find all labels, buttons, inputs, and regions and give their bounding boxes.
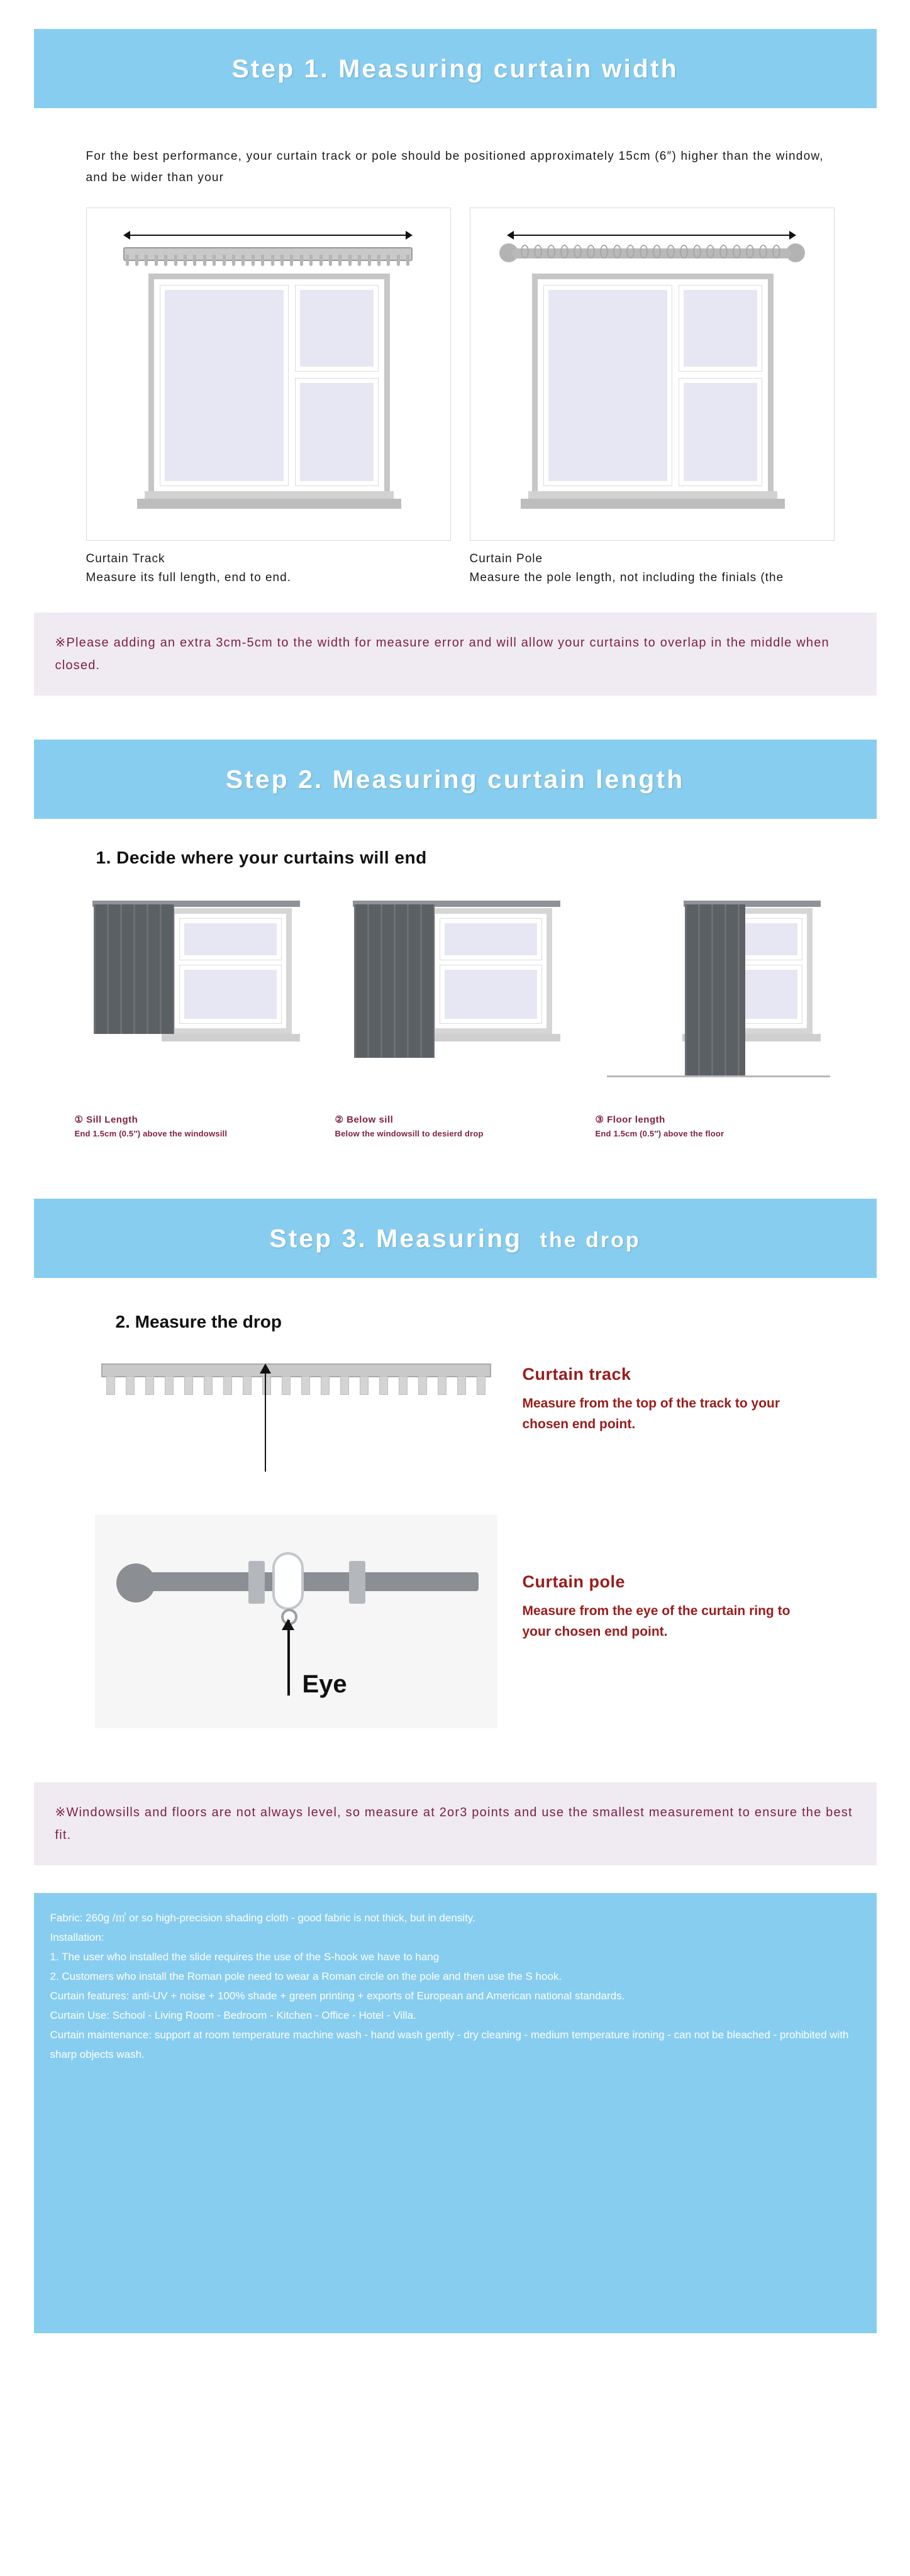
step2-spacer: [0, 696, 910, 740]
drop-pole-row: [62, 1514, 848, 1728]
below-sill-label: ② Below sill: [335, 1114, 394, 1125]
curtain-ring-icon: [272, 1552, 304, 1610]
curtain-pole-drop-diagram: [95, 1514, 497, 1728]
curtain-pole-desc: Measure the pole length, not including the finials (the: [469, 571, 784, 584]
step3-note: ※Windowsills and floors are not always level, so measure at 2or3 points and use the smallest measurement to ensure the best fit.: [34, 1782, 877, 1865]
curtain-track-caption: [86, 550, 451, 587]
footer-line: Fabric: 260g /㎡ or so high-precision shading cloth - good fabric is not thick, but in density.: [50, 1912, 475, 1924]
track-hooks-icon: [126, 255, 410, 269]
step1-intro-text: For the best performance, your curtain track or pole should be positioned approximately 15cm (6″) higher than the window, and be wider than your: [86, 150, 824, 184]
curtain-pole-drop-body: Measure from the eye of the curtain ring to your chosen end point.: [522, 1604, 791, 1639]
step3-heading: 2. Measure the drop: [115, 1312, 282, 1331]
step3-banner-title: [269, 1224, 640, 1253]
curtain-pole-diagram: [470, 208, 835, 541]
step2-options-row: [62, 887, 848, 1138]
curtain-track-drop-diagram: [95, 1355, 497, 1487]
step1-banner: [34, 29, 877, 108]
below-sill-diagram: [335, 887, 580, 1110]
width-arrow-icon: [507, 231, 796, 240]
step2-heading: 1. Decide where your curtains will end: [96, 848, 427, 867]
window-frame-icon: [148, 274, 390, 497]
window-frame-icon: [169, 908, 292, 1034]
curtain-track-title: Curtain Track: [86, 552, 165, 565]
floor-length-diagram: [596, 887, 841, 1110]
footer-line: Curtain features: anti-UV + noise + 100% shade + green printing + exports of European and American national standards.: [50, 1990, 625, 2002]
curtain-track-diagram: [86, 208, 451, 541]
curtain-track-card: [86, 208, 451, 587]
pole-bracket-icon: [349, 1561, 365, 1604]
window-sill-icon: [422, 1034, 560, 1041]
window-sill-icon: [162, 1034, 300, 1041]
top-spacer: [0, 0, 910, 29]
curtain-track-desc: Measure its full length, end to end.: [86, 571, 291, 584]
window-frame-icon: [430, 908, 552, 1034]
option-floor-length: [596, 887, 841, 1138]
window-sill-icon: [137, 499, 401, 509]
drop-measure-arrow-icon: [287, 1620, 290, 1696]
step1-note: ※Please adding an extra 3cm-5cm to the width for measure error and will allow your curtains to overlap in the middle when closed.: [34, 613, 877, 696]
step1-diagram-row: [81, 208, 830, 587]
pole-rod-icon: [139, 1572, 479, 1591]
step3-banner-main: Step 3. Measuring: [269, 1223, 523, 1253]
step3-banner: [34, 1199, 877, 1278]
curtain-track-drop-text: [523, 1355, 818, 1435]
curtain-pole-drop-text: [523, 1514, 818, 1642]
footer-line: Curtain Use: School - Living Room - Bedroom - Kitchen - Office - Hotel - Villa.: [50, 2009, 416, 2021]
floor-length-label: ③ Floor length: [595, 1114, 665, 1125]
curtain-pole-drop-title: Curtain pole: [522, 1572, 626, 1591]
floor-length-desc: End 1.5cm (0.5″) above the floor: [595, 1129, 724, 1138]
step2-banner: [34, 740, 877, 819]
track-hooks-icon: [106, 1376, 486, 1395]
track-rail-icon: [101, 1363, 491, 1377]
window-sill-icon: [521, 499, 785, 509]
sill-length-label: ① Sill Length: [74, 1114, 138, 1125]
sill-length-desc: End 1.5cm (0.5″) above the windowsill: [74, 1129, 228, 1138]
curtain-pole-title: Curtain Pole: [469, 552, 543, 565]
curtain-panel-icon: [354, 904, 435, 1058]
floor-line-icon: [607, 1075, 830, 1077]
sill-length-diagram: [75, 887, 320, 1110]
drop-measure-arrow-icon: [265, 1365, 266, 1472]
pole-rings-icon: [521, 245, 781, 264]
step1-banner-title: Step 1. Measuring curtain width: [231, 53, 679, 83]
width-arrow-icon: [123, 231, 413, 240]
curtain-track-drop-body: Measure from the top of the track to your chosen end point.: [522, 1396, 780, 1431]
pole-bracket-icon: [248, 1561, 265, 1604]
footer-line: Curtain maintenance: support at room temperature machine wash - hand wash gently - dry cleaning - medium temperature ironing - can not be bleached - prohibited with sharp objects wash.: [50, 2029, 849, 2060]
option-sill-length: [75, 887, 320, 1138]
curtain-pole-card: [470, 208, 835, 587]
eye-label: Eye: [302, 1670, 347, 1698]
curtain-pole-caption: [470, 550, 835, 587]
footer-line: Installation:: [50, 1931, 104, 1943]
curtain-panel-icon: [94, 904, 174, 1034]
finial-ball-icon: [116, 1563, 155, 1602]
footer-line: 2. Customers who install the Roman pole need to wear a Roman circle on the pole and then use the S hook.: [50, 1970, 562, 1982]
step3-banner-sub: the drop: [540, 1228, 641, 1252]
below-sill-desc: Below the windowsill to desierd drop: [335, 1129, 484, 1138]
window-frame-icon: [532, 274, 774, 497]
option-below-sill: [335, 887, 580, 1138]
curtain-track-drop-title: Curtain track: [522, 1365, 631, 1384]
step2-banner-title: Step 2. Measuring curtain length: [225, 764, 685, 794]
curtain-panel-icon: [685, 904, 745, 1075]
step3-spacer: [0, 1138, 910, 1199]
product-info-block: [34, 1893, 877, 2333]
footer-line: 1. The user who installed the slide requires the use of the S-hook we have to hang: [50, 1951, 440, 1963]
drop-track-row: [62, 1355, 848, 1487]
